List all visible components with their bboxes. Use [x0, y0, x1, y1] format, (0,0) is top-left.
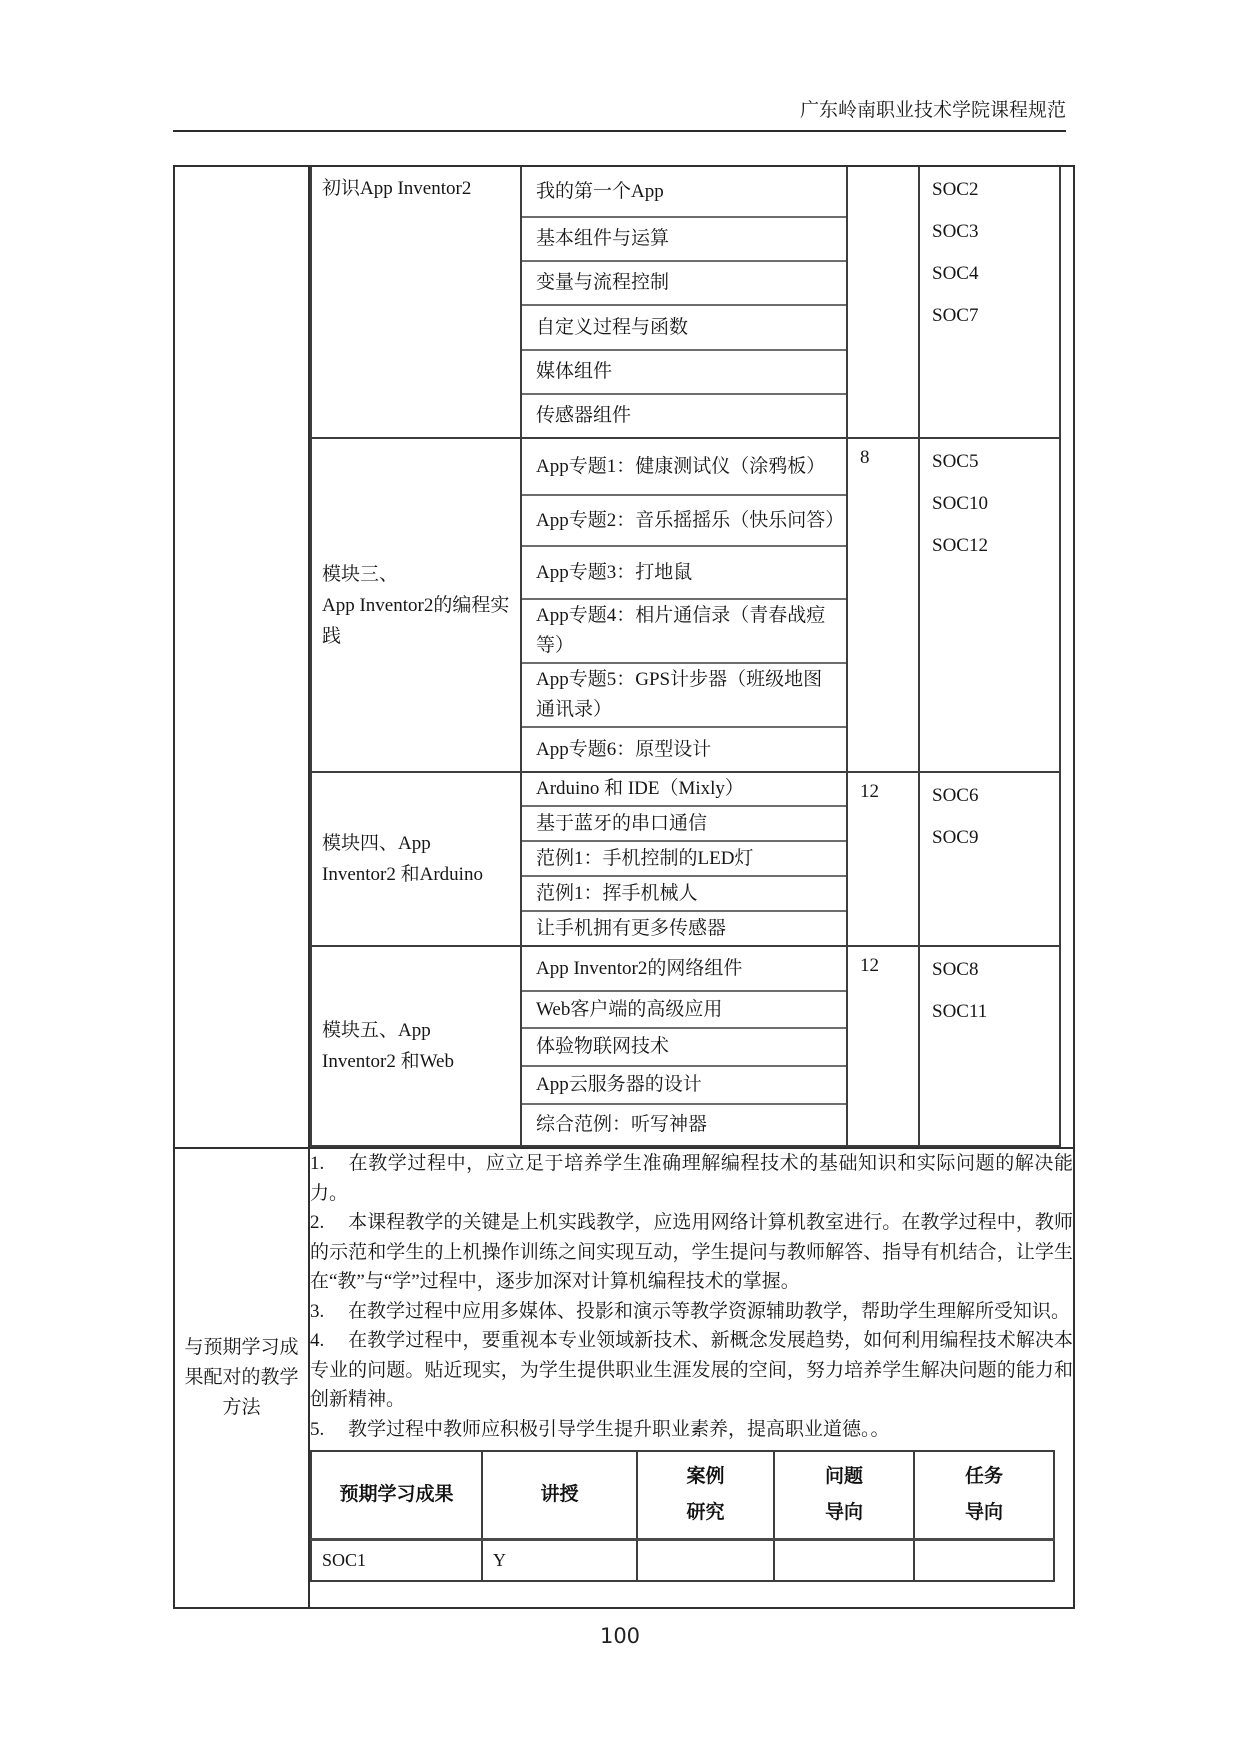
topic-cell: App专题6：原型设计 — [521, 727, 847, 772]
paragraph-text: 在教学过程中，应立足于培养学生准确理解编程技术的基础知识和实际问题的解决能力。 — [310, 1153, 1073, 1204]
module-name-line: Inventor2 和Arduino — [322, 864, 483, 885]
module-name-line: 初识App Inventor2 — [322, 178, 472, 199]
course-spec-table — [173, 165, 1075, 1609]
soc-code: SOC3 — [932, 221, 979, 242]
paragraph-text: 教学过程中教师应积极引导学生提升职业素养，提高职业道德。。 — [348, 1418, 890, 1440]
soc-code: SOC10 — [932, 493, 988, 514]
soc-codes-cell — [919, 772, 1060, 946]
soc-code: SOC4 — [932, 263, 979, 284]
methods-label-line: 方法 — [222, 1397, 261, 1418]
page-number: 100 — [599, 1624, 641, 1648]
soc-code: SOC7 — [932, 305, 979, 326]
column-header-task-oriented — [914, 1451, 1054, 1540]
topic-cell: App专题5：GPS计步器（班级地图通讯录） — [521, 663, 847, 727]
method-paragraph — [310, 1297, 1073, 1327]
methods-label-line: 果配对的教学 — [184, 1367, 299, 1388]
soc-codes-cell — [919, 167, 1060, 438]
topic-cell: 基于蓝牙的串口通信 — [521, 806, 847, 841]
topic-cell: 基本组件与运算 — [521, 217, 847, 261]
topic-cell: 自定义过程与函数 — [521, 305, 847, 350]
topic-cell: App专题4：相片通信录（青春战痘等） — [521, 599, 847, 663]
method-paragraph — [310, 1415, 1073, 1445]
module-name-line: Inventor2 和Web — [322, 1051, 454, 1072]
topic-cell: 我的第一个App — [521, 167, 847, 217]
cell-problem-oriented — [774, 1540, 914, 1582]
paragraph-text: 在教学过程中应用多媒体、投影和演示等教学资源辅助教学，帮助学生理解所受知识。 — [348, 1300, 1071, 1322]
module-name-line: 模块四、App — [322, 833, 431, 854]
header-line: 导向 — [824, 1502, 863, 1523]
module-name-line: App Inventor2的编程实践 — [322, 594, 510, 647]
header-line: 研究 — [686, 1502, 725, 1523]
module-name-line: 模块五、App — [322, 1020, 431, 1041]
methods-content-cell — [309, 1148, 1074, 1608]
topic-cell: 范例1：挥手机械人 — [521, 876, 847, 911]
paragraph-number: 2. — [310, 1212, 325, 1233]
topic-cell: 让手机拥有更多传感器 — [521, 911, 847, 946]
topic-cell: 综合范例：听写神器 — [521, 1104, 847, 1146]
module-name-cell — [311, 167, 521, 438]
module-name-cell — [311, 772, 521, 946]
table-row — [311, 167, 1060, 217]
topic-cell: 范例1：手机控制的LED灯 — [521, 841, 847, 876]
soc-code: SOC6 — [932, 785, 979, 806]
paragraph-number: 5. — [310, 1418, 325, 1440]
topic-cell: 传感器组件 — [521, 394, 847, 438]
topic-cell: App云服务器的设计 — [521, 1066, 847, 1104]
method-paragraph — [310, 1326, 1073, 1415]
cell-outcome: SOC1 — [311, 1540, 482, 1582]
column-header-expected-outcome — [311, 1451, 482, 1540]
column-header-case-study — [637, 1451, 774, 1540]
paragraph-text: 在教学过程中，要重视本专业领域新技术、新概念发展趋势，如何利用编程技术解决本专业的问题。贴近现实，为学生提供职业生涯发展的空间，努力培养学生解决问题的能力和创新精神。 — [310, 1330, 1073, 1410]
modules-table — [310, 167, 1061, 1147]
table-row — [174, 1148, 1074, 1608]
soc-code: SOC2 — [932, 179, 979, 200]
cell-task-oriented — [914, 1540, 1054, 1582]
module-name-cell — [311, 946, 521, 1146]
header-rule — [173, 130, 1066, 132]
modules-content-cell — [309, 166, 1074, 1148]
topic-cell: App专题3：打地鼠 — [521, 546, 847, 599]
paragraph-number: 3. — [310, 1300, 325, 1322]
header-line: 预期学习成果 — [339, 1484, 454, 1505]
header-line: 问题 — [824, 1466, 863, 1487]
hours-cell — [847, 167, 919, 438]
header-line: 讲授 — [540, 1484, 579, 1505]
topic-cell: 变量与流程控制 — [521, 261, 847, 305]
cell-case-study — [637, 1540, 774, 1582]
methods-row-label — [174, 1148, 309, 1608]
cell-lecture: Y — [482, 1540, 637, 1582]
table-row — [311, 772, 1060, 806]
topic-cell: Web客户端的高级应用 — [521, 991, 847, 1028]
topic-cell: 体验物联网技术 — [521, 1028, 847, 1066]
paragraph-text: 本课程教学的关键是上机实践教学，应选用网络计算机教室进行。在教学过程中，教师的示范和学生的上机操作训练之间实现互动，学生提问与教师解答、指导有机结合，让学生在“教”与“学”过程中，逐步加深对计算机编程技术的掌握。 — [310, 1212, 1073, 1292]
table-row — [311, 438, 1060, 495]
topic-cell: App专题1：健康测试仪（涂鸦板） — [521, 438, 847, 495]
column-header-problem-oriented — [774, 1451, 914, 1540]
table-row — [311, 1540, 1054, 1582]
soc-codes-cell — [919, 946, 1060, 1146]
soc-code: SOC9 — [932, 827, 979, 848]
method-paragraph — [310, 1208, 1073, 1297]
methods-label-line: 与预期学习成 — [184, 1337, 299, 1358]
row-label-empty-cell — [174, 166, 309, 1148]
paragraph-number: 4. — [310, 1330, 325, 1351]
column-header-lecture — [482, 1451, 637, 1540]
assessment-methods-table — [310, 1450, 1055, 1582]
soc-code: SOC11 — [932, 1001, 988, 1022]
topic-cell: Arduino 和 IDE（Mixly） — [521, 772, 847, 806]
topic-cell: App专题2：音乐摇摇乐（快乐问答） — [521, 495, 847, 546]
hours-cell: 8 — [847, 438, 919, 772]
table-row — [174, 166, 1074, 1148]
table-row — [311, 946, 1060, 991]
soc-codes-cell — [919, 438, 1060, 772]
method-paragraph — [310, 1149, 1073, 1208]
soc-code: SOC12 — [932, 535, 988, 556]
topic-cell: 媒体组件 — [521, 350, 847, 394]
hours-cell: 12 — [847, 772, 919, 946]
paragraph-number: 1. — [310, 1153, 325, 1174]
soc-code: SOC5 — [932, 451, 979, 472]
document-header: 广东岭南职业技术学院课程规范 — [799, 100, 1066, 121]
hours-cell: 12 — [847, 946, 919, 1146]
topic-cell: App Inventor2的网络组件 — [521, 946, 847, 991]
header-line: 导向 — [964, 1502, 1003, 1523]
module-name-line: 模块三、 — [322, 563, 399, 585]
table-header-row — [311, 1451, 1054, 1540]
soc-code: SOC8 — [932, 959, 979, 980]
header-line: 案例 — [686, 1466, 725, 1487]
module-name-cell — [311, 438, 521, 772]
header-line: 任务 — [964, 1466, 1003, 1487]
